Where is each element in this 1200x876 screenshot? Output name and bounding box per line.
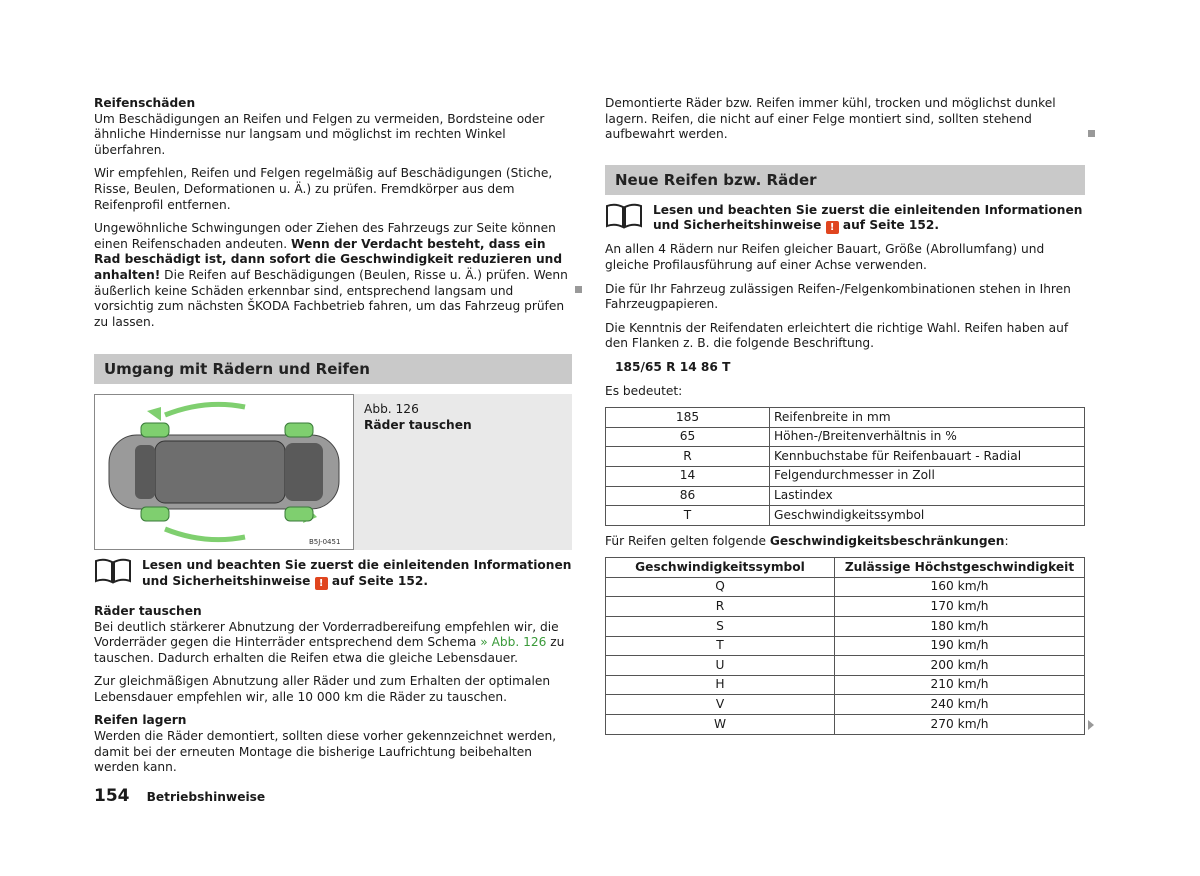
table-row [606,427,1085,447]
table-row [606,486,1085,506]
speed-value-cell: 190 km/h [835,636,1085,656]
speed-symbol-cell: W [606,715,835,735]
raeder-paragraph-2: Zur gleichmäßigen Abnutzung aller Räder und zum Erhalten der optimalen Lebensdauer empfehlen wir, alle 10 000 km die Räder zu tauschen. [94,674,551,704]
tire-code-cell: R [606,447,770,467]
warning-text-left [142,558,572,590]
raeder-tauschen-heading: Räder tauschen [94,603,202,618]
section-title-neue-reifen: Neue Reifen bzw. Räder [605,165,1085,195]
speed-symbol-cell: H [606,675,835,695]
speed-intro-c: : [1004,533,1009,548]
tire-meaning-cell: Höhen-/Breitenverhältnis in % [770,427,1085,447]
car-roof [155,441,285,503]
book-icon [605,203,643,229]
speed-table [605,557,1085,734]
raeder-p1-b: zu tauschen. Dadurch erhalten die Reifen etwa die gleiche Lebensdauer. [94,635,565,665]
tire-meaning-cell: Lastindex [770,486,1085,506]
p3-warning-bold: Wenn der Verdacht besteht, dass ein Rad beschädigt ist, dann sofort die Geschwindigkeit reduzieren und anhalten! [94,236,563,282]
reifenschaeden-paragraph-3 [94,221,572,330]
tire-meaning-cell: Geschwindigkeitssymbol [770,506,1085,526]
table-row [606,506,1085,526]
speed-symbol-cell: Q [606,577,835,597]
book-icon [94,558,132,584]
table-row [606,636,1085,656]
warning-text-right [653,203,1085,235]
wheel-rear-left [141,423,169,437]
arrowhead-top [147,407,161,421]
tire-meaning-table [605,407,1085,526]
p3-text-c: Die Reifen auf Beschädigungen (Beulen, Risse u. Ä.) prüfen. Wenn äußerlich keine Schäden erkennbar sind, entsprechend langsam und vorsichtig zum nächsten ŠKODA Fachbetrieb fahren, um das Fahrzeug prüfen zu lassen. [94,267,568,329]
table-row [606,408,1085,428]
zulaessig-paragraph: Die für Ihr Fahrzeug zulässigen Reifen-/Felgenkombinationen stehen in Ihren Fahrzeugpapieren. [605,281,1071,312]
page-number: 154 [94,786,130,806]
bottom-arrow [165,529,245,540]
lagern-paragraph-1: Werden die Räder demontiert, sollten diese vorher gekennzeichnet werden, damit bei der erneuten Montage die bisherige Laufrichtung beibehalten werden kann. [94,729,557,775]
right-column [605,96,1085,735]
wheel-rotation-diagram [94,394,354,550]
figure-caption-block [364,402,472,433]
left-column [94,96,572,784]
reifen-lagern-heading: Reifen lagern [94,713,187,728]
figure-reference-link[interactable]: » Abb. 126 [480,635,547,650]
continue-arrow-icon [1088,720,1094,730]
speed-value-cell: 270 km/h [835,715,1085,735]
speed-value-cell: 160 km/h [835,577,1085,597]
table-row [606,715,1085,735]
speed-symbol-cell: R [606,597,835,617]
wheel-rear-right [141,507,169,521]
table-row [606,656,1085,676]
warn-text-a: Lesen und beachten Sie zuerst die einleitenden Informationen und Sicherheitshinweise [653,202,1083,233]
speed-intro-b: Geschwindigkeitsbeschränkungen [769,533,1005,548]
table-row [606,617,1085,637]
page-footer [94,786,265,806]
reifenschaeden-heading: Reifenschäden [94,96,196,110]
p3-text-a: Ungewöhnliche Schwingungen oder Ziehen des Fahrzeugs zur Seite können einen Reifenschaden andeuten. [94,221,556,251]
speed-value-cell: 180 km/h [835,617,1085,637]
speed-symbol-cell: T [606,636,835,656]
chapter-label: Betriebshinweise [146,790,266,804]
warning-symbol-icon: ! [315,577,328,590]
speed-value-cell: 170 km/h [835,597,1085,617]
table-row [606,447,1085,467]
reifenschaeden-paragraph-2: Wir empfehlen, Reifen und Felgen regelmäßig auf Beschädigungen (Stiche, Risse, Beulen, Deformationen u. Ä.) zu prüfen. Fremdkörper aus dem Reifenprofil entfernen. [94,166,553,212]
warn-text-a: Lesen und beachten Sie zuerst die einleitenden Informationen und Sicherheitshinweise [142,558,572,588]
speed-header-symbol: Geschwindigkeitssymbol [606,558,835,578]
speed-header-speed: Zulässige Höchstgeschwindigkeit [835,558,1085,578]
table-row [606,675,1085,695]
kenntnis-paragraph: Die Kenntnis der Reifendaten erleichtert die richtige Wahl. Reifen haben auf den Flanken z. B. die folgende Beschriftung. [605,320,1069,351]
warn-text-b: auf Seite 152. [327,573,428,588]
figure-number: Abb. 126 [364,402,419,417]
figure-126 [94,394,572,550]
speed-table-header-row [606,558,1085,578]
table-row [606,597,1085,617]
raeder-p1-a: Bei deutlich stärkerer Abnutzung der Vorderradbereifung empfehlen wir, die Vorderräder gegen die Hinterräder entsprechend dem Schema [94,619,559,650]
tire-code-cell: 14 [606,466,770,486]
speed-intro-a: Für Reifen gelten folgende [605,533,770,548]
rear-window [135,445,155,499]
speed-value-cell: 200 km/h [835,656,1085,676]
wheel-front-right [285,507,313,521]
speed-intro [605,534,1085,550]
tire-code-cell: 86 [606,486,770,506]
wheel-front-left [285,423,313,437]
speed-symbol-cell: U [606,656,835,676]
section-title-umgang: Umgang mit Rädern und Reifen [94,354,572,384]
demontiert-paragraph: Demontierte Räder bzw. Reifen immer kühl, trocken und möglichst dunkel lagern. Reifen, die nicht auf einer Felge montiert sind, sollten stehend aufbewahrt werden. [605,96,1056,142]
figure-caption: Räder tauschen [364,417,472,432]
tire-meaning-cell: Felgendurchmesser in Zoll [770,466,1085,486]
table-row [606,577,1085,597]
section-end-mark [575,286,582,293]
tire-code-cell: 185 [606,408,770,428]
speed-symbol-cell: S [606,617,835,637]
figure-code: B5J-0451 [309,538,341,547]
table-row [606,695,1085,715]
warn-text-b: auf Seite 152. [838,218,939,233]
raeder-paragraph-1 [94,620,572,667]
warning-notice-right [605,203,1085,235]
car-top-view-icon [95,395,353,549]
table-row [606,466,1085,486]
warning-notice-left [94,558,572,590]
es-bedeutet-label: Es bedeutet: [605,383,683,398]
windshield [285,443,323,501]
alle-raeder-paragraph: An allen 4 Rädern nur Reifen gleicher Bauart, Größe (Abrollumfang) und gleiche Profilausführung auf einer Achse verwenden. [605,242,1045,272]
tire-meaning-cell: Kennbuchstabe für Reifenbauart - Radial [770,447,1085,467]
tire-code: 185/65 R 14 86 T [615,359,731,374]
speed-value-cell: 210 km/h [835,675,1085,695]
warning-symbol-icon: ! [826,221,839,234]
speed-value-cell: 240 km/h [835,695,1085,715]
section-end-mark [1088,130,1095,137]
speed-symbol-cell: V [606,695,835,715]
tire-code-cell: T [606,506,770,526]
tire-meaning-cell: Reifenbreite in mm [770,408,1085,428]
reifenschaeden-paragraph-1: Um Beschädigungen an Reifen und Felgen zu vermeiden, Bordsteine oder ähnliche Hindernisse nur langsam und möglichst im rechten Winkel überfahren. [94,111,545,157]
top-arrow [165,405,245,416]
tire-code-cell: 65 [606,427,770,447]
